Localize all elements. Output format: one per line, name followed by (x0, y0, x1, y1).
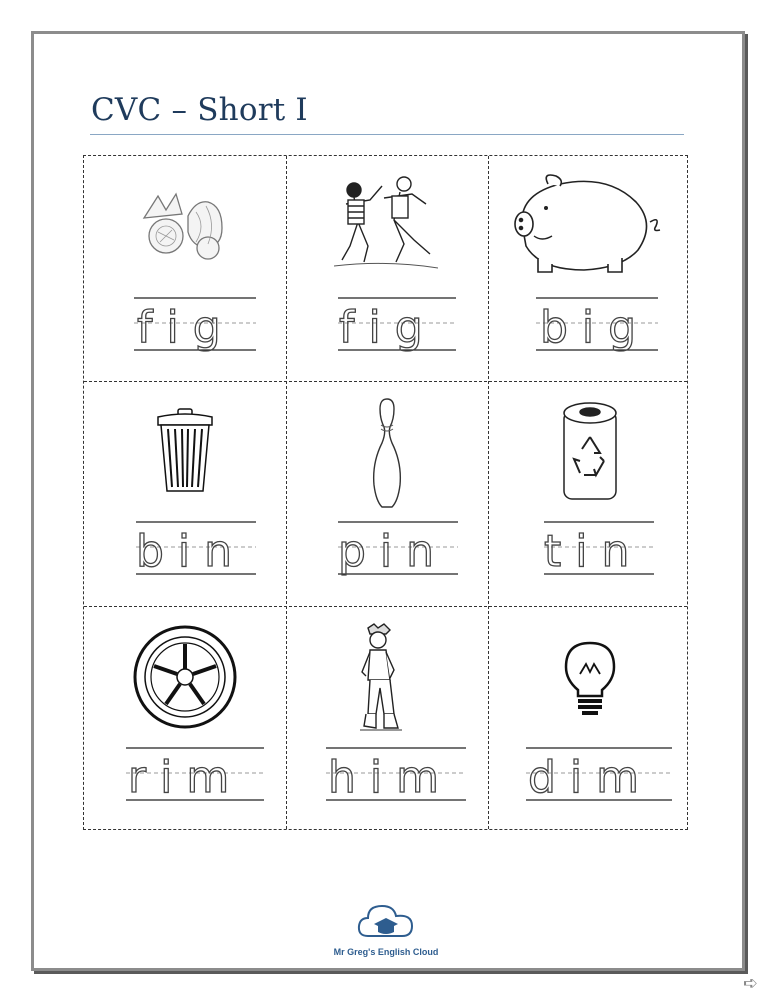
brand-name: Mr Greg's English Cloud (333, 947, 439, 957)
pig-icon (512, 172, 662, 276)
trace-word: dim (528, 752, 654, 803)
fig-fruit-icon (136, 188, 236, 260)
trace-word: tin (544, 526, 644, 577)
light-bulb-icon (562, 640, 618, 718)
word-cell (84, 381, 286, 606)
word-cell (286, 156, 488, 381)
word-cell (488, 606, 689, 831)
trace-word: bin (136, 526, 247, 577)
word-cell (84, 156, 286, 381)
trace-word: big (540, 302, 651, 353)
word-cell (488, 156, 689, 381)
next-page-arrow-icon[interactable]: ➪ (743, 973, 759, 993)
title-underline (90, 134, 684, 135)
boy-standing-icon (358, 622, 408, 734)
trace-word: fig (137, 302, 235, 353)
trash-bin-icon (154, 407, 216, 493)
word-cell (488, 381, 689, 606)
trace-word: rim (128, 752, 244, 803)
trace-word: fig (339, 302, 437, 353)
word-cell (84, 606, 286, 831)
bowling-pin-icon (370, 397, 404, 509)
worksheet-grid (83, 155, 688, 830)
brand-logo (330, 902, 442, 957)
page-title: CVC – Short I (91, 92, 308, 128)
recycle-can-icon (560, 399, 620, 503)
word-cell (286, 606, 488, 831)
trace-word: him (328, 752, 453, 803)
wheel-rim-icon (132, 624, 238, 730)
word-cell (286, 381, 488, 606)
cloud-graduation-cap-icon (356, 902, 416, 940)
boys-fighting-icon (334, 170, 438, 274)
trace-word: pin (338, 526, 449, 577)
